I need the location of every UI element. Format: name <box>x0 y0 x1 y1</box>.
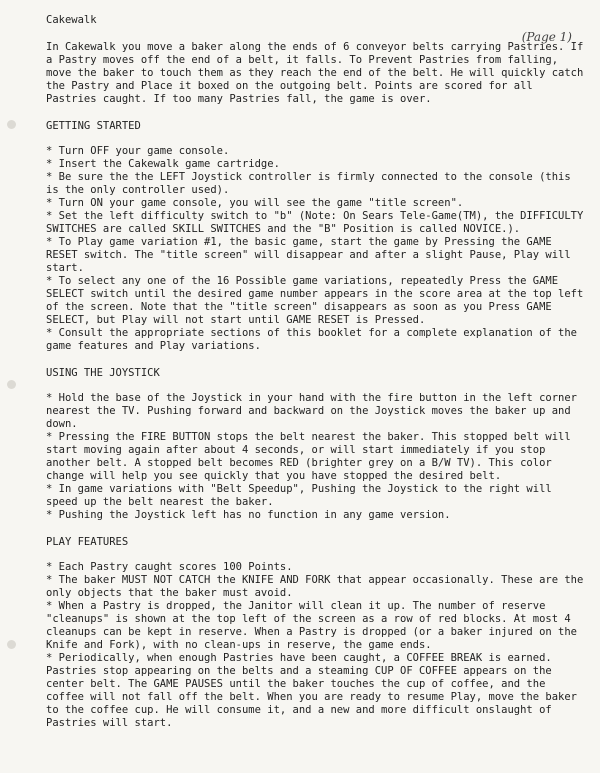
list-item: * Insert the Cakewalk game cartridge. <box>46 158 280 170</box>
section-heading: GETTING STARTED <box>46 120 141 132</box>
list-item: * Set the left difficulty switch to "b" (Note: On Sears Tele-Game(TM), the DIFFICULTY SWITCHES are called SKILL SWITCHES and the "B" Position is called NOVICE.). <box>46 210 584 235</box>
sections-container <box>46 120 586 730</box>
binder-hole <box>7 380 16 389</box>
list-item: * Pressing the FIRE BUTTON stops the belt nearest the baker. This stopped belt will start moving again after about 4 seconds, or will start immediately if you stop another belt. A stopped belt becomes RED (brighter grey on a B/W TV). This color change will help you see quickly that you have stopped the desired belt. <box>46 431 571 482</box>
intro-paragraph: In Cakewalk you move a baker along the ends of 6 conveyor belts carrying Pastries. If a Pastry moves off the end of a belt, it falls. To Prevent Pastries from falling, move the baker to touch them as they reach the end of the belt. He will quickly catch the Pastry and Place it boxed on the outgoing belt. Points are scored for all Pastries caught. If too many Pastries fall, the game is over. <box>46 41 584 105</box>
section-list <box>46 392 586 522</box>
section-heading: PLAY FEATURES <box>46 536 129 548</box>
list-item: * Pushing the Joystick left has no function in any game version. <box>46 509 451 521</box>
document-title: Cakewalk <box>46 14 97 26</box>
binder-hole <box>7 120 16 129</box>
binder-hole <box>7 640 16 649</box>
list-item: * Consult the appropriate sections of this booklet for a complete explanation of the game features and Play variations. <box>46 327 578 352</box>
section <box>46 536 586 730</box>
list-item: * Be sure the the LEFT Joystick controller is firmly connected to the console (this is the only controller used). <box>46 171 571 196</box>
binder-holes <box>0 0 22 773</box>
list-item: * Turn OFF your game console. <box>46 145 230 157</box>
list-item: * Turn ON your game console, you will see the game "title screen". <box>46 197 464 209</box>
section-list <box>46 145 586 353</box>
list-item: * Each Pastry caught scores 100 Points. <box>46 561 293 573</box>
list-item: * The baker MUST NOT CATCH the KNIFE AND FORK that appear occasionally. These are the only objects that the baker must avoid. <box>46 574 584 599</box>
list-item: * When a Pastry is dropped, the Janitor will clean it up. The number of reserve "cleanups" is shown at the top left of the screen as a row of red blocks. At most 4 cleanups can be kept in reserve. When a Pastry is dropped (or a baker injured on the Knife and Fork), with no clean-ups in reserve, the game ends. <box>46 600 578 651</box>
section-list <box>46 561 586 730</box>
list-item: * In game variations with "Belt Speedup", Pushing the Joystick to the right will speed up the belt nearest the baker. <box>46 483 552 508</box>
section <box>46 120 586 353</box>
section <box>46 367 586 522</box>
list-item: * To Play game variation #1, the basic game, start the game by Pressing the GAME RESET switch. The "title screen" will disappear and after a slight Pause, Play will start. <box>46 236 571 274</box>
list-item: * Hold the base of the Joystick in your hand with the fire button in the left corner nearest the TV. Pushing forward and backward on the Joystick moves the baker up and down. <box>46 392 578 430</box>
list-item: * Periodically, when enough Pastries have been caught, a COFFEE BREAK is earned. Pastries stop appearing on the belts and a steaming CUP OF COFFEE appears on the center belt. The GAME PAUSES until the baker touches the cup of coffee, and the coffee will not fall off the belt. When you are ready to resume Play, move the baker to the coffee cup. He will consume it, and a new and more difficult onslaught of Pastries will start. <box>46 652 578 729</box>
list-item: * To select any one of the 16 Possible game variations, repeatedly Press the GAME SELECT switch until the desired game number appears in the score area at the top left of the screen. Note that the "title screen" disappears as soon as you Press GAME SELECT, but Play will not start until GAME RESET is Pressed. <box>46 275 584 326</box>
page-number-note: (Page 1) <box>521 30 572 44</box>
section-heading: USING THE JOYSTICK <box>46 367 160 379</box>
